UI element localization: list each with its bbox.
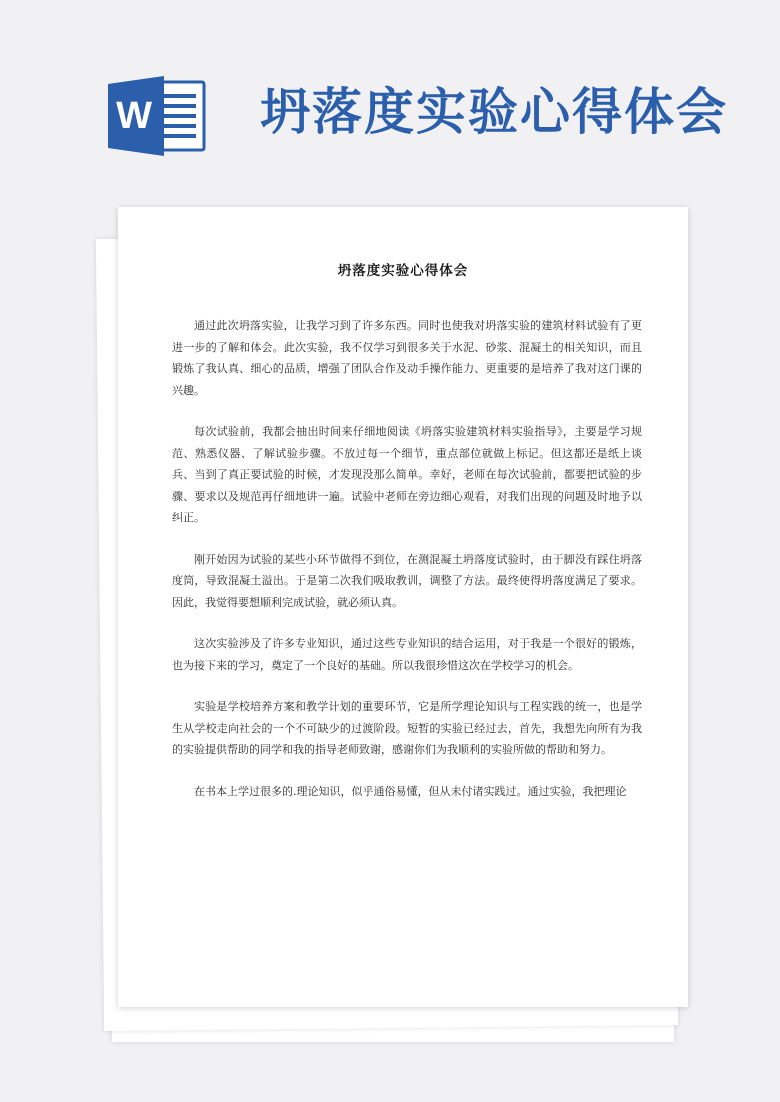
word-logo-letter: W (116, 95, 152, 137)
paragraph-2: 每次试验前，我都会抽出时间来仔细地阅读《坍落实验建筑材料实验指导》，主要是学习规范、熟悉仪器、了解试验步骤。不放过每一个细节，重点部位就做上标记。但这都还是纸上谈兵、当到了真正要试验的时候，才发现没那么简单。幸好，老师在每次试验前，都要把试验的步骤、要求以及规范再仔细地讲一遍。试验中老师在旁边细心观看，对我们出现的问题及时地予以纠正。 (172, 425, 642, 524)
paragraph-4: 这次实验涉及了许多专业知识，通过这些专业知识的结合运用，对于我是一个很好的锻炼，也为接下来的学习，奠定了一个良好的基础。所以我很珍惜这次在学校学习的机会。 (172, 637, 642, 672)
document-title: 坍落度实验心得体会 (337, 263, 469, 279)
banner-title: 坍落度实验心得体会 (260, 83, 728, 141)
paragraph-3: 刚开始因为试验的某些小环节做得不到位，在测混凝土坍落度试验时，由于脚没有踩住坍落度筒，导致混凝土溢出。于是第二次我们吸取教训，调整了方法。最终使得坍落度满足了要求。因此，我觉得要想顺利完成试验，就必须认真。 (172, 552, 642, 609)
paragraph-1: 通过此次坍落实验，让我学习到了许多东西。同时也使我对坍落实验的建筑材料试验有了更进一步的了解和体会。此次实验，我不仅学习到很多关于水泥、砂浆、混凝土的相关知识，而且锻炼了我认真、细心的品质，增强了团队合作及动手操作能力、更重要的是培养了我对这门课的兴趣。 (172, 319, 642, 397)
document-body (172, 315, 642, 822)
paragraph-6: 在书本上学过很多的.理论知识，似乎通俗易懂，但从未付诸实践过。通过实验，我把理论 (194, 784, 627, 798)
document-page (118, 207, 688, 1007)
paragraph-5: 实验是学校培养方案和教学计划的重要环节，它是所学理论知识与工程实践的统一，也是学生从学校走向社会的一个不可缺少的过渡阶段。短暂的实验已经过去，首先，我想先向所有为我的实验提供帮助的同学和我的指导老师致谢，感谢你们为我顺利的实验所做的帮助和努力。 (172, 700, 642, 756)
word-logo-icon (108, 76, 206, 156)
